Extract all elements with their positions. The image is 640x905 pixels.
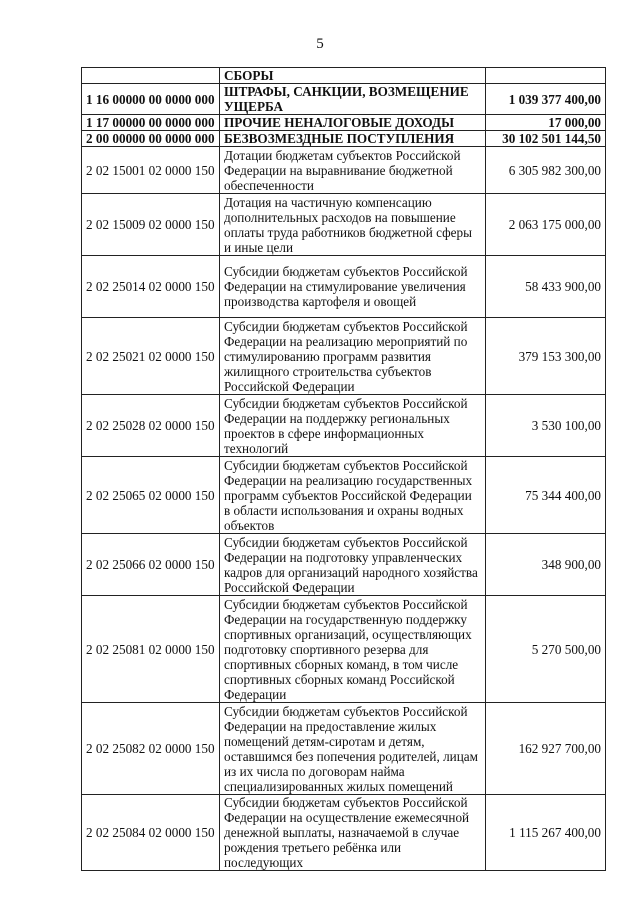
row-name: ПРОЧИЕ НЕНАЛОГОВЫЕ ДОХОДЫ bbox=[220, 115, 486, 131]
row-code: 2 02 25066 02 0000 150 bbox=[82, 534, 220, 596]
table-row bbox=[82, 318, 606, 395]
row-code: 2 02 25084 02 0000 150 bbox=[82, 795, 220, 871]
row-code: 2 02 25028 02 0000 150 bbox=[82, 395, 220, 457]
row-name: Субсидии бюджетам субъектов Российской Федерации на предоставление жилых помещений детям-сиротам и детям, оставшимся без попечения родителей, лицам из их числа по договорам найма специализированных жилых помещений bbox=[220, 703, 486, 795]
table-row bbox=[82, 596, 606, 703]
table-row bbox=[82, 84, 606, 115]
row-amount: 348 900,00 bbox=[486, 534, 606, 596]
table-row bbox=[82, 68, 606, 84]
row-name: СБОРЫ bbox=[220, 68, 486, 84]
table-row bbox=[82, 457, 606, 534]
row-code: 2 02 25021 02 0000 150 bbox=[82, 318, 220, 395]
row-amount: 162 927 700,00 bbox=[486, 703, 606, 795]
row-code: 2 00 00000 00 0000 000 bbox=[82, 131, 220, 147]
table-row bbox=[82, 194, 606, 256]
row-amount: 1 115 267 400,00 bbox=[486, 795, 606, 871]
row-name: Субсидии бюджетам субъектов Российской Федерации на осуществление ежемесячной денежной выплаты, назначаемой в случае рождения третьего ребёнка или последующих bbox=[220, 795, 486, 871]
row-name: БЕЗВОЗМЕЗДНЫЕ ПОСТУПЛЕНИЯ bbox=[220, 131, 486, 147]
row-code: 2 02 15001 02 0000 150 bbox=[82, 147, 220, 194]
row-code: 1 16 00000 00 0000 000 bbox=[82, 84, 220, 115]
row-code: 2 02 25065 02 0000 150 bbox=[82, 457, 220, 534]
row-name: Субсидии бюджетам субъектов Российской Федерации на реализацию мероприятий по стимулированию программ развития жилищного строительства субъектов Российской Федерации bbox=[220, 318, 486, 395]
table-row bbox=[82, 131, 606, 147]
row-amount: 379 153 300,00 bbox=[486, 318, 606, 395]
row-code bbox=[82, 68, 220, 84]
row-amount: 2 063 175 000,00 bbox=[486, 194, 606, 256]
row-name: Дотация на частичную компенсацию дополнительных расходов на повышение оплаты труда работников бюджетной сферы и иные цели bbox=[220, 194, 486, 256]
row-amount: 17 000,00 bbox=[486, 115, 606, 131]
row-name: Субсидии бюджетам субъектов Российской Федерации на подготовку управленческих кадров для организаций народного хозяйства Российской Федерации bbox=[220, 534, 486, 596]
row-amount: 1 039 377 400,00 bbox=[486, 84, 606, 115]
row-amount: 75 344 400,00 bbox=[486, 457, 606, 534]
revenue-table bbox=[81, 67, 606, 871]
row-code: 2 02 25082 02 0000 150 bbox=[82, 703, 220, 795]
row-amount bbox=[486, 68, 606, 84]
row-code: 2 02 25081 02 0000 150 bbox=[82, 596, 220, 703]
table-row bbox=[82, 534, 606, 596]
row-name: ШТРАФЫ, САНКЦИИ, ВОЗМЕЩЕНИЕ УЩЕРБА bbox=[220, 84, 486, 115]
table-row bbox=[82, 395, 606, 457]
row-name: Субсидии бюджетам субъектов Российской Федерации на стимулирование увеличения производства картофеля и овощей bbox=[220, 256, 486, 318]
row-name: Дотации бюджетам субъектов Российской Федерации на выравнивание бюджетной обеспеченности bbox=[220, 147, 486, 194]
row-amount: 30 102 501 144,50 bbox=[486, 131, 606, 147]
table-row bbox=[82, 115, 606, 131]
row-code: 1 17 00000 00 0000 000 bbox=[82, 115, 220, 131]
row-amount: 3 530 100,00 bbox=[486, 395, 606, 457]
row-amount: 6 305 982 300,00 bbox=[486, 147, 606, 194]
row-name: Субсидии бюджетам субъектов Российской Федерации на реализацию государственных программ субъектов Российской Федерации в области использования и охраны водных объектов bbox=[220, 457, 486, 534]
row-amount: 58 433 900,00 bbox=[486, 256, 606, 318]
page-number: 5 bbox=[316, 36, 324, 52]
row-code: 2 02 25014 02 0000 150 bbox=[82, 256, 220, 318]
table-row bbox=[82, 256, 606, 318]
row-name: Субсидии бюджетам субъектов Российской Федерации на поддержку региональных проектов в сфере информационных технологий bbox=[220, 395, 486, 457]
table-row bbox=[82, 703, 606, 795]
row-amount: 5 270 500,00 bbox=[486, 596, 606, 703]
table-row bbox=[82, 795, 606, 871]
table-row bbox=[82, 147, 606, 194]
revenue-table-body bbox=[82, 68, 606, 871]
row-code: 2 02 15009 02 0000 150 bbox=[82, 194, 220, 256]
row-name: Субсидии бюджетам субъектов Российской Федерации на государственную поддержку спортивных организаций, осуществляющих подготовку спортивного резерва для спортивных сборных команд, в том числе спортивных сборных команд Российской Федерации bbox=[220, 596, 486, 703]
